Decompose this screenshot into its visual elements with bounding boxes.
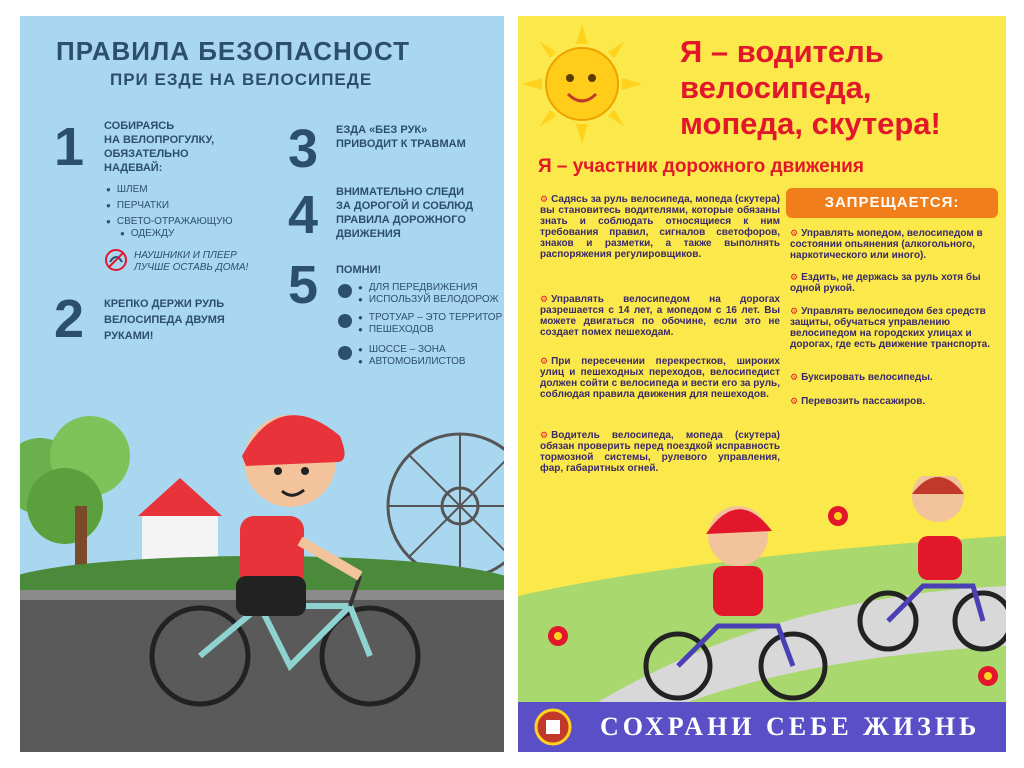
- rule5-item: ● ТРОТУАР – ЭТО ТЕРРИТОР: [358, 312, 502, 324]
- rule1-line: СОБИРАЯСЬ: [104, 120, 175, 132]
- rule-paragraph: ⚙ Управлять велосипедом на дорогах разрешается с 14 лет, а мопедом с 16 лет. Вы можете двигаться по обочине, если это не создает помех пешеходам.: [540, 294, 780, 338]
- rule5-item: ● АВТОМОБИЛИСТОВ: [358, 356, 466, 368]
- rule-number-1: 1: [54, 117, 85, 177]
- rule-number-2: 2: [54, 289, 85, 349]
- prohibited-item: ⚙ Ездить, не держась за руль хотя бы одной рукой.: [790, 272, 1006, 294]
- bike-lane-icon: [338, 284, 352, 298]
- rule-paragraph: ⚙ Садясь за руль велосипеда, мопеда (скутера) вы становитесь водителями, которые обязаны знать и соблюдать относящиеся к ним требования правил, сигналов светофоров, знаков и разметки, а также выполнять распоряжения регулировщиков.: [540, 194, 780, 260]
- headphones-note: НАУШНИКИ И ПЛЕЕР: [134, 250, 237, 261]
- rule5-item: ● ШОССЕ – ЗОНА: [358, 344, 446, 356]
- footer-banner: [518, 702, 1006, 752]
- prohibited-item: ⚙ Перевозить пассажиров.: [790, 396, 1006, 407]
- rule-number-3: 3: [288, 119, 319, 179]
- rule1-line: НА ВЕЛОПРОГУЛКУ,: [104, 134, 215, 146]
- rule4-line: ВНИМАТЕЛЬНО СЛЕДИ: [336, 186, 465, 198]
- car-icon: [338, 346, 352, 360]
- right-poster-title: Я – водитель: [680, 34, 884, 69]
- right-poster-title: велосипеда,: [680, 70, 872, 105]
- rule1-item-gloves: ● ПЕРЧАТКИ: [106, 200, 169, 212]
- traffic-police-emblem-icon: [534, 708, 572, 746]
- rule2-line: КРЕПКО ДЕРЖИ РУЛЬ: [104, 298, 225, 310]
- prohibited-item: ⚙ Управлять велосипедом без средств защиты, обучаться управлению велосипедом на городских улицах и дорогах, где есть движение транспорта.: [790, 306, 1006, 350]
- rule1-item-reflective-cont: ● ОДЕЖДУ: [120, 228, 174, 240]
- rule-paragraph: ⚙ Водитель велосипеда, мопеда (скутера) обязан проверить перед поездкой исправность тормозной системы, рулевого управления, фар, габаритных огней.: [540, 430, 780, 474]
- rule2-line: РУКАМИ!: [104, 330, 154, 342]
- left-safety-poster: [20, 16, 504, 752]
- rule4-line: ЗА ДОРОГОЙ И СОБЛЮД: [336, 200, 474, 212]
- rule-number-4: 4: [288, 185, 319, 245]
- prohibited-item: ⚙ Буксировать велосипеды.: [790, 372, 1006, 383]
- rule5-item: ● ДЛЯ ПЕРЕДВИЖЕНИЯ: [358, 282, 478, 294]
- rule2-line: ВЕЛОСИПЕДА ДВУМЯ: [104, 314, 225, 326]
- pedestrian-icon: [338, 314, 352, 328]
- no-headphones-icon: [104, 248, 128, 272]
- sun-icon: [522, 24, 642, 144]
- rule3-line: ЕЗДА «БЕЗ РУК»: [336, 124, 428, 136]
- rule1-line: ОБЯЗАТЕЛЬНО: [104, 148, 189, 160]
- right-poster-subtitle: Я – участник дорожного движения: [538, 156, 864, 177]
- rule-number-5: 5: [288, 255, 319, 315]
- boy-cycling-illustration: [20, 366, 504, 752]
- rule1-line: НАДЕВАЙ:: [104, 162, 163, 174]
- rule1-item-helmet: ● ШЛЕМ: [106, 184, 148, 196]
- kids-cycling-illustration: [518, 476, 1006, 702]
- prohibited-banner: ЗАПРЕЩАЕТСЯ:: [786, 188, 998, 218]
- rule-paragraph: ⚙ При пересечении перекрестков, широких улиц и пешеходных переходов, велосипедист должен сойти с велосипеда и вести его за руль, соблюдая правила движения для пешеходов.: [540, 356, 780, 400]
- right-cyclist-poster: [518, 16, 1006, 752]
- rule3-line: ПРИВОДИТ К ТРАВМАМ: [336, 138, 466, 150]
- headphones-note: ЛУЧШЕ ОСТАВЬ ДОМА!: [134, 262, 249, 273]
- left-poster-title: ПРАВИЛА БЕЗОПАСНОСТ: [56, 36, 411, 66]
- rule5-heading: ПОМНИ!: [336, 264, 382, 276]
- left-poster-subtitle: ПРИ ЕЗДЕ НА ВЕЛОСИПЕДЕ: [110, 70, 373, 89]
- rule4-line: ДВИЖЕНИЯ: [336, 228, 401, 240]
- prohibited-item: ⚙ Управлять мопедом, велосипедом в состоянии опьянения (алкогольного, наркотического или иного).: [790, 228, 1006, 261]
- right-poster-title: мопеда, скутера!: [680, 106, 941, 141]
- footer-slogan: СОХРАНИ СЕБЕ ЖИЗНЬ: [600, 712, 981, 741]
- rule4-line: ПРАВИЛА ДОРОЖНОГО: [336, 214, 466, 226]
- rule5-item: ● ПЕШЕХОДОВ: [358, 324, 434, 336]
- rule5-item: ● ИСПОЛЬЗУЙ ВЕЛОДОРОЖ: [358, 294, 499, 306]
- rule1-item-reflective: ● СВЕТО-ОТРАЖАЮЩУЮ: [106, 216, 233, 228]
